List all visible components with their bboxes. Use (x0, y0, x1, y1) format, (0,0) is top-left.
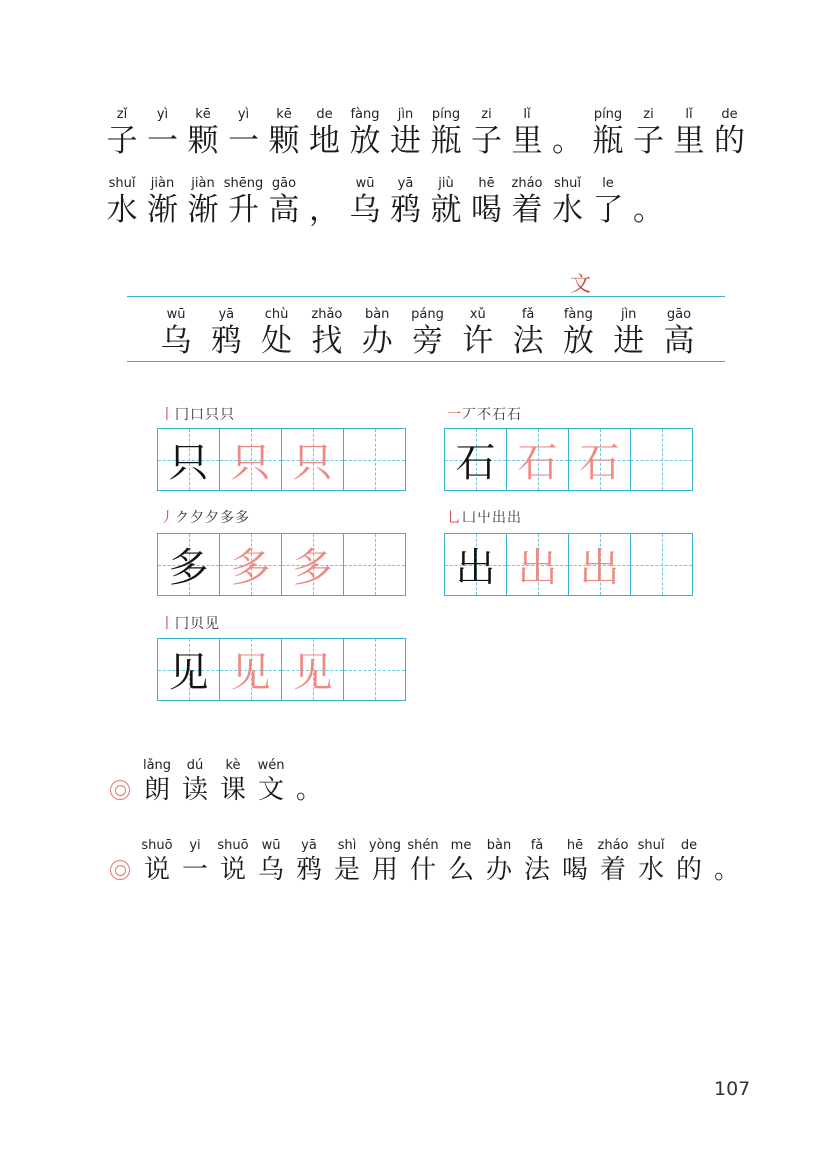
writing-grid (157, 533, 406, 596)
stroke-rest: ク夕夕多多 (175, 510, 250, 526)
trace-box (220, 429, 282, 490)
hanzi: 就 (430, 192, 462, 228)
hanzi: 说 (219, 855, 246, 885)
pinyin: zi (481, 107, 492, 122)
model-box (158, 534, 220, 595)
trace-char: 石 (579, 440, 620, 486)
trace-char: 只 (230, 440, 271, 486)
hanzi: 喝 (561, 855, 588, 885)
pinyin: zháo (511, 176, 543, 191)
pinyin: jiù (438, 176, 454, 191)
writing-grid (444, 428, 693, 491)
stroke-first: 丨 (160, 616, 175, 632)
pinyin: wū (261, 838, 281, 853)
hanzi: 是 (333, 855, 360, 885)
pinyin: hē (478, 176, 495, 191)
ruby-cell (458, 307, 498, 360)
pinyin: jìn (397, 107, 414, 122)
practice-box[interactable] (344, 429, 405, 490)
ruby-cell (588, 107, 628, 160)
pinyin: zi (643, 107, 654, 122)
ruby-cell (102, 176, 142, 229)
model-box (445, 429, 507, 490)
pinyin: me (450, 838, 472, 853)
recognize-corner-mark: 文 (570, 272, 591, 296)
trace-char: 见 (230, 650, 271, 696)
hanzi: 办 (361, 323, 393, 359)
ruby-cell (507, 176, 547, 229)
trace-box (507, 534, 569, 595)
ruby-cell (213, 838, 253, 886)
pinyin: yā (218, 307, 235, 322)
pinyin: yì (156, 107, 169, 122)
pinyin: jiàn (191, 176, 215, 191)
pinyin: zháo (597, 838, 629, 853)
hanzi: 喝 (471, 192, 502, 228)
ruby-cell (289, 838, 329, 886)
hanzi: 法 (523, 855, 550, 885)
model-char: 只 (168, 440, 209, 486)
stroke-first: 丿 (160, 510, 175, 526)
model-char: 见 (168, 650, 209, 696)
ruby-cell (631, 838, 671, 886)
pinyin: jìn (620, 307, 637, 322)
pinyin: kè (225, 758, 241, 773)
trace-box (569, 534, 631, 595)
hanzi: 水 (637, 855, 664, 885)
practice-box[interactable] (631, 429, 692, 490)
ruby-cell (441, 838, 481, 886)
ruby-cell (156, 307, 196, 360)
ruby-cell (548, 176, 588, 229)
ruby-cell (558, 307, 598, 360)
pinyin: shuǐ (637, 838, 665, 853)
pinyin: hē (566, 838, 584, 853)
trace-box (282, 534, 344, 595)
trace-char: 多 (292, 545, 333, 591)
ruby-cell (426, 107, 466, 160)
pinyin: bàn (364, 307, 390, 322)
stroke-rest: 凵屮出出 (462, 510, 522, 526)
stroke-first: 乚 (447, 510, 462, 526)
trace-char: 多 (230, 545, 271, 591)
pinyin: wén (257, 758, 285, 773)
ruby-cell (143, 176, 183, 229)
ruby-cell (386, 107, 426, 160)
ruby-cell (175, 758, 215, 806)
pinyin (305, 176, 345, 192)
hanzi: 。 (295, 775, 322, 805)
ruby-cell (224, 107, 264, 160)
pinyin: shén (407, 838, 439, 853)
hanzi: 鸦 (390, 192, 421, 228)
ruby-cell (467, 107, 507, 160)
trace-box (282, 639, 344, 700)
hanzi: 进 (613, 323, 645, 359)
hanzi: 颗 (268, 123, 300, 159)
model-char: 石 (455, 440, 496, 486)
ruby-cell (137, 758, 177, 806)
hanzi: 旁 (412, 323, 443, 359)
hanzi: 么 (447, 855, 474, 885)
recognize-bottom-rule (127, 361, 725, 362)
ruby-cell (508, 307, 548, 360)
hanzi: 放 (349, 123, 381, 159)
trace-char: 出 (579, 545, 620, 591)
hanzi: 着 (599, 855, 626, 885)
model-box (445, 534, 507, 595)
pinyin: xǔ (469, 307, 486, 322)
pinyin (289, 758, 329, 774)
writing-grid (157, 638, 406, 701)
pinyin (548, 107, 588, 123)
hanzi: 里 (511, 123, 543, 159)
practice-box[interactable] (344, 639, 405, 700)
ruby-cell (213, 758, 253, 806)
ruby-cell (669, 107, 709, 160)
ruby-cell (507, 107, 547, 160)
practice-box[interactable] (631, 534, 692, 595)
ruby-cell (183, 107, 223, 160)
pinyin: jiàn (150, 176, 175, 191)
hanzi: 颗 (187, 123, 219, 159)
pinyin: fàng (563, 307, 593, 322)
ruby-cell (143, 107, 183, 160)
ruby-cell (707, 838, 747, 886)
hanzi: 瓶 (592, 123, 624, 159)
hanzi: 的 (714, 123, 745, 159)
ruby-cell (588, 176, 628, 229)
hanzi: 子 (106, 123, 138, 159)
hanzi: 升 (228, 192, 259, 228)
ruby-cell (403, 838, 443, 886)
practice-box[interactable] (344, 534, 405, 595)
pinyin: wū (166, 307, 186, 322)
hanzi: 乌 (349, 192, 381, 228)
ruby-cell (206, 307, 246, 360)
model-char: 出 (455, 545, 496, 591)
hanzi: 水 (106, 192, 138, 228)
ruby-cell (102, 107, 142, 160)
ruby-cell (669, 838, 709, 886)
spiral-circle-icon (110, 780, 130, 800)
ruby-cell (609, 307, 649, 360)
model-box (158, 429, 220, 490)
ruby-cell (305, 107, 345, 160)
pinyin (629, 176, 669, 192)
ruby-cell (426, 176, 466, 229)
ruby-cell (264, 176, 304, 229)
pinyin: shuō (217, 838, 249, 853)
ruby-cell (257, 307, 297, 360)
hanzi: 。 (633, 192, 664, 228)
pinyin: fǎ (530, 838, 544, 853)
pinyin: wū (355, 176, 375, 191)
ruby-cell (386, 176, 426, 229)
hanzi: 许 (462, 323, 494, 359)
hanzi: 放 (562, 323, 594, 359)
writing-grid (444, 533, 693, 596)
pinyin: yā (397, 176, 414, 191)
pinyin: de (316, 107, 333, 122)
ruby-cell (467, 176, 507, 229)
trace-char: 只 (292, 440, 333, 486)
ruby-cell (224, 176, 264, 229)
hanzi: 乌 (160, 323, 192, 359)
ruby-cell (264, 107, 304, 160)
hanzi: 子 (633, 123, 664, 159)
hanzi: 鸦 (210, 323, 242, 359)
ruby-cell (345, 107, 385, 160)
pinyin: píng (593, 107, 623, 122)
ruby-cell (479, 838, 519, 886)
hanzi: 办 (485, 855, 512, 885)
hanzi: 的 (675, 855, 702, 885)
hanzi: 。 (552, 123, 583, 159)
ruby-cell (345, 176, 385, 229)
hanzi: 一 (228, 123, 259, 159)
trace-box (282, 429, 344, 490)
pinyin: shuǐ (108, 176, 136, 191)
pinyin: chù (264, 307, 289, 322)
ruby-cell (408, 307, 448, 360)
hanzi: 处 (261, 323, 293, 359)
pinyin: lǎng (142, 758, 172, 773)
recognize-top-rule (127, 296, 725, 297)
pinyin: lǐ (685, 107, 693, 122)
stroke-order (447, 507, 522, 527)
pinyin: fàng (350, 107, 380, 122)
hanzi: 什 (409, 855, 436, 885)
hanzi: 进 (390, 123, 421, 159)
pinyin: shēng (223, 176, 264, 191)
stroke-order (447, 404, 522, 424)
hanzi: 渐 (187, 192, 219, 228)
ruby-cell (629, 176, 669, 229)
pinyin: yi (189, 838, 201, 853)
stroke-rest: 冂贝见 (175, 616, 220, 632)
hanzi: 。 (713, 855, 740, 885)
trace-char: 见 (292, 650, 333, 696)
stroke-rest: 丆不石石 (462, 407, 522, 423)
hanzi: 渐 (147, 192, 178, 228)
hanzi: 着 (511, 192, 543, 228)
hanzi: 瓶 (430, 123, 462, 159)
trace-box (507, 429, 569, 490)
ruby-cell (365, 838, 405, 886)
page-number: 107 (714, 1078, 751, 1100)
hanzi: 法 (512, 323, 544, 359)
hanzi: 朗 (143, 775, 170, 805)
pinyin: bàn (486, 838, 512, 853)
pinyin: de (721, 107, 738, 122)
hanzi: 文 (257, 775, 284, 805)
stroke-first: 丨 (160, 407, 175, 423)
hanzi: 乌 (257, 855, 284, 885)
stroke-order (160, 507, 250, 527)
stroke-order (160, 613, 220, 633)
trace-box (569, 429, 631, 490)
ruby-cell (305, 176, 345, 229)
pinyin: páng (411, 307, 444, 322)
trace-char: 出 (517, 545, 558, 591)
ruby-cell (251, 838, 291, 886)
hanzi: 了 (592, 192, 624, 228)
writing-grid (157, 428, 406, 491)
hanzi: 读 (181, 775, 208, 805)
pinyin: yā (301, 838, 317, 853)
pinyin: lǐ (523, 107, 531, 122)
hanzi: 一 (181, 855, 208, 885)
ruby-cell (307, 307, 347, 360)
pinyin: yì (237, 107, 250, 122)
hanzi: 子 (471, 123, 502, 159)
stroke-rest: 冂口只只 (175, 407, 235, 423)
ruby-cell (357, 307, 397, 360)
ruby-cell (517, 838, 557, 886)
ruby-cell (289, 758, 329, 806)
model-char: 多 (168, 545, 209, 591)
hanzi: 里 (673, 123, 705, 159)
hanzi: 用 (371, 855, 398, 885)
ruby-cell (327, 838, 367, 886)
pinyin: zǐ (116, 107, 128, 122)
pinyin: píng (431, 107, 461, 122)
trace-char: 石 (517, 440, 558, 486)
pinyin: dú (186, 758, 204, 773)
pinyin: shuǐ (554, 176, 581, 191)
ruby-cell (548, 107, 588, 160)
pinyin: le (602, 176, 614, 191)
pinyin: gāo (271, 176, 297, 191)
pinyin: shuō (141, 838, 173, 853)
pinyin: kē (276, 107, 292, 122)
ruby-cell (629, 107, 669, 160)
ruby-cell (175, 838, 215, 886)
pinyin: gāo (666, 307, 692, 322)
ruby-cell (251, 758, 291, 806)
stroke-order (160, 404, 235, 424)
stroke-first: 一 (447, 407, 462, 423)
ruby-cell (555, 838, 595, 886)
ruby-cell (183, 176, 223, 229)
pinyin: shì (337, 838, 357, 853)
ruby-cell (659, 307, 699, 360)
ruby-cell (710, 107, 750, 160)
trace-box (220, 639, 282, 700)
hanzi: 高 (268, 192, 300, 228)
hanzi: 鸦 (295, 855, 322, 885)
hanzi: 高 (663, 323, 695, 359)
pinyin: fǎ (521, 307, 535, 322)
hanzi: 一 (147, 123, 178, 159)
hanzi: ， (309, 192, 340, 228)
pinyin (707, 838, 747, 854)
pinyin: yòng (368, 838, 402, 853)
trace-box (220, 534, 282, 595)
hanzi: 课 (219, 775, 246, 805)
pinyin: zhǎo (311, 307, 343, 322)
model-box (158, 639, 220, 700)
hanzi: 说 (143, 855, 170, 885)
ruby-cell (137, 838, 177, 886)
ruby-cell (593, 838, 633, 886)
hanzi: 找 (311, 323, 343, 359)
pinyin: de (680, 838, 698, 853)
pinyin: kē (195, 107, 211, 122)
spiral-circle-icon (110, 860, 130, 880)
hanzi: 地 (309, 123, 340, 159)
hanzi: 水 (552, 192, 583, 228)
